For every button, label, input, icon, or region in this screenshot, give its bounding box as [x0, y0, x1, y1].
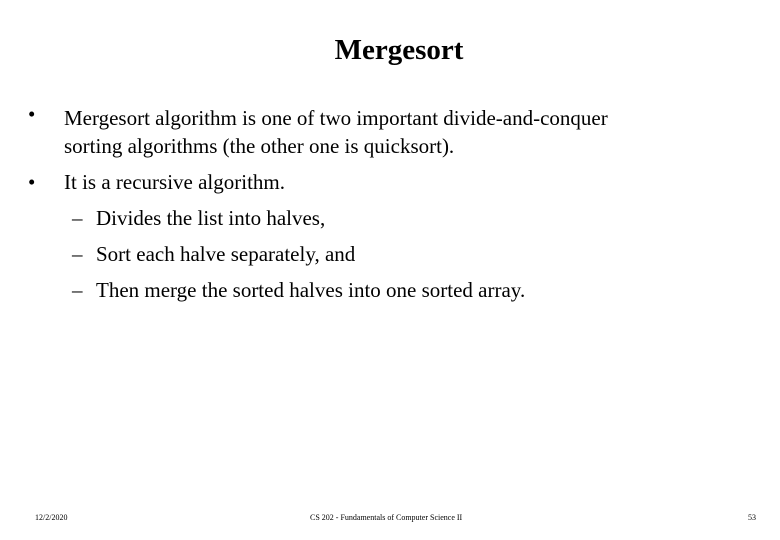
- footer-course: CS 202 - Fundamentals of Computer Science II: [310, 513, 463, 522]
- sub-bullet-marker: –: [72, 278, 83, 302]
- footer-page-number: 53: [748, 513, 756, 522]
- sub-bullet-text: Divides the list into halves,: [96, 206, 326, 230]
- sub-bullet-marker: –: [72, 206, 83, 230]
- bullet-text-line: It is a recursive algorithm.: [64, 170, 286, 194]
- slide-content: [0, 100, 780, 308]
- sub-bullet-item: [0, 272, 780, 308]
- slide-title: Mergesort: [334, 34, 464, 66]
- bullet-text-line: sorting algorithms (the other one is quicksort).: [64, 134, 455, 158]
- sub-bullet-text: Then merge the sorted halves into one sorted array.: [96, 278, 526, 302]
- sub-bullet-text: Sort each halve separately, and: [96, 242, 356, 266]
- bullet-text-line: Mergesort algorithm is one of two important divide-and-conquer: [64, 106, 608, 130]
- sub-bullet-item: [0, 236, 780, 272]
- footer-date: 12/2/2020: [35, 513, 68, 522]
- bullet-item: [0, 100, 704, 164]
- bullet-marker: •: [28, 102, 36, 126]
- bullet-marker: •: [28, 170, 36, 194]
- sub-bullet-item: [0, 200, 780, 236]
- sub-bullet-marker: –: [72, 242, 83, 266]
- bullet-item: [0, 164, 704, 200]
